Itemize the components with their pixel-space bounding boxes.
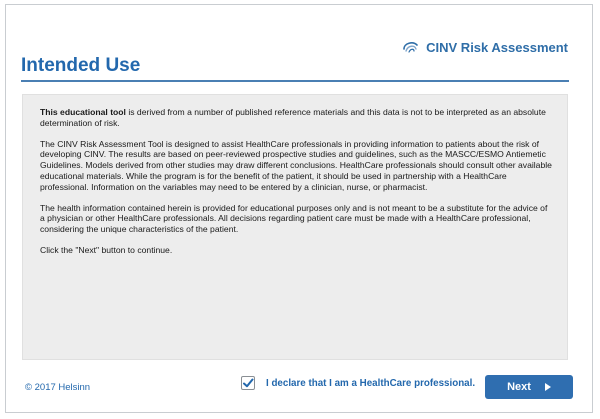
paragraph-health-information: The health information contained herein is provided for educational purposes only and is not meant to be a substitute for the advice of a physician or other HealthCare professionals. All decisions regarding patient care must be made with a HealthCare professional, considering the unique characteristics of the patient.: [40, 202, 548, 235]
declaration-label[interactable]: I declare that I am a HealthCare professional.: [266, 377, 476, 389]
intended-use-panel: [22, 94, 568, 360]
next-button-label: Next: [507, 381, 531, 393]
paragraph-disclaimer-text: is derived from a number of published reference materials and this data is not to be interpreted as an absolute determination of risk.: [40, 107, 546, 128]
brand-swirl-icon: [401, 39, 421, 55]
page-title: Intended Use: [21, 55, 141, 76]
copyright-text: © 2017 Helsinn: [25, 382, 91, 393]
brand-name: CINV Risk Assessment: [426, 39, 568, 55]
healthcare-declaration[interactable]: [241, 376, 475, 390]
next-button[interactable]: [485, 375, 573, 399]
paragraph-disclaimer: [40, 107, 553, 129]
declaration-checkbox[interactable]: [241, 376, 255, 390]
arrow-right-icon: [545, 383, 551, 391]
title-divider: [21, 80, 569, 82]
paragraph-instruction: Click the "Next" button to continue.: [40, 244, 173, 255]
paragraph-disclaimer-bold: This educational tool: [40, 107, 126, 117]
checkmark-icon: [242, 377, 254, 389]
brand-logo: [401, 39, 568, 55]
paragraph-tool-description: The CINV Risk Assessment Tool is designed to assist HealthCare professionals in providing information to patients about the risk of developing CINV. The results are based on peer-reviewed prospective studies and guidelines, such as the MASCC/ESMO Antiemetic Guidelines. Models derived from other studies may draw different conclusions. HealthCare professionals should consult other available educational materials. While the program is for the benefit of the patient, it should be used in partnership with a HealthCare professional. Information on the variables may need to be entered by a clinician, nurse, or pharmacist.: [40, 138, 552, 192]
